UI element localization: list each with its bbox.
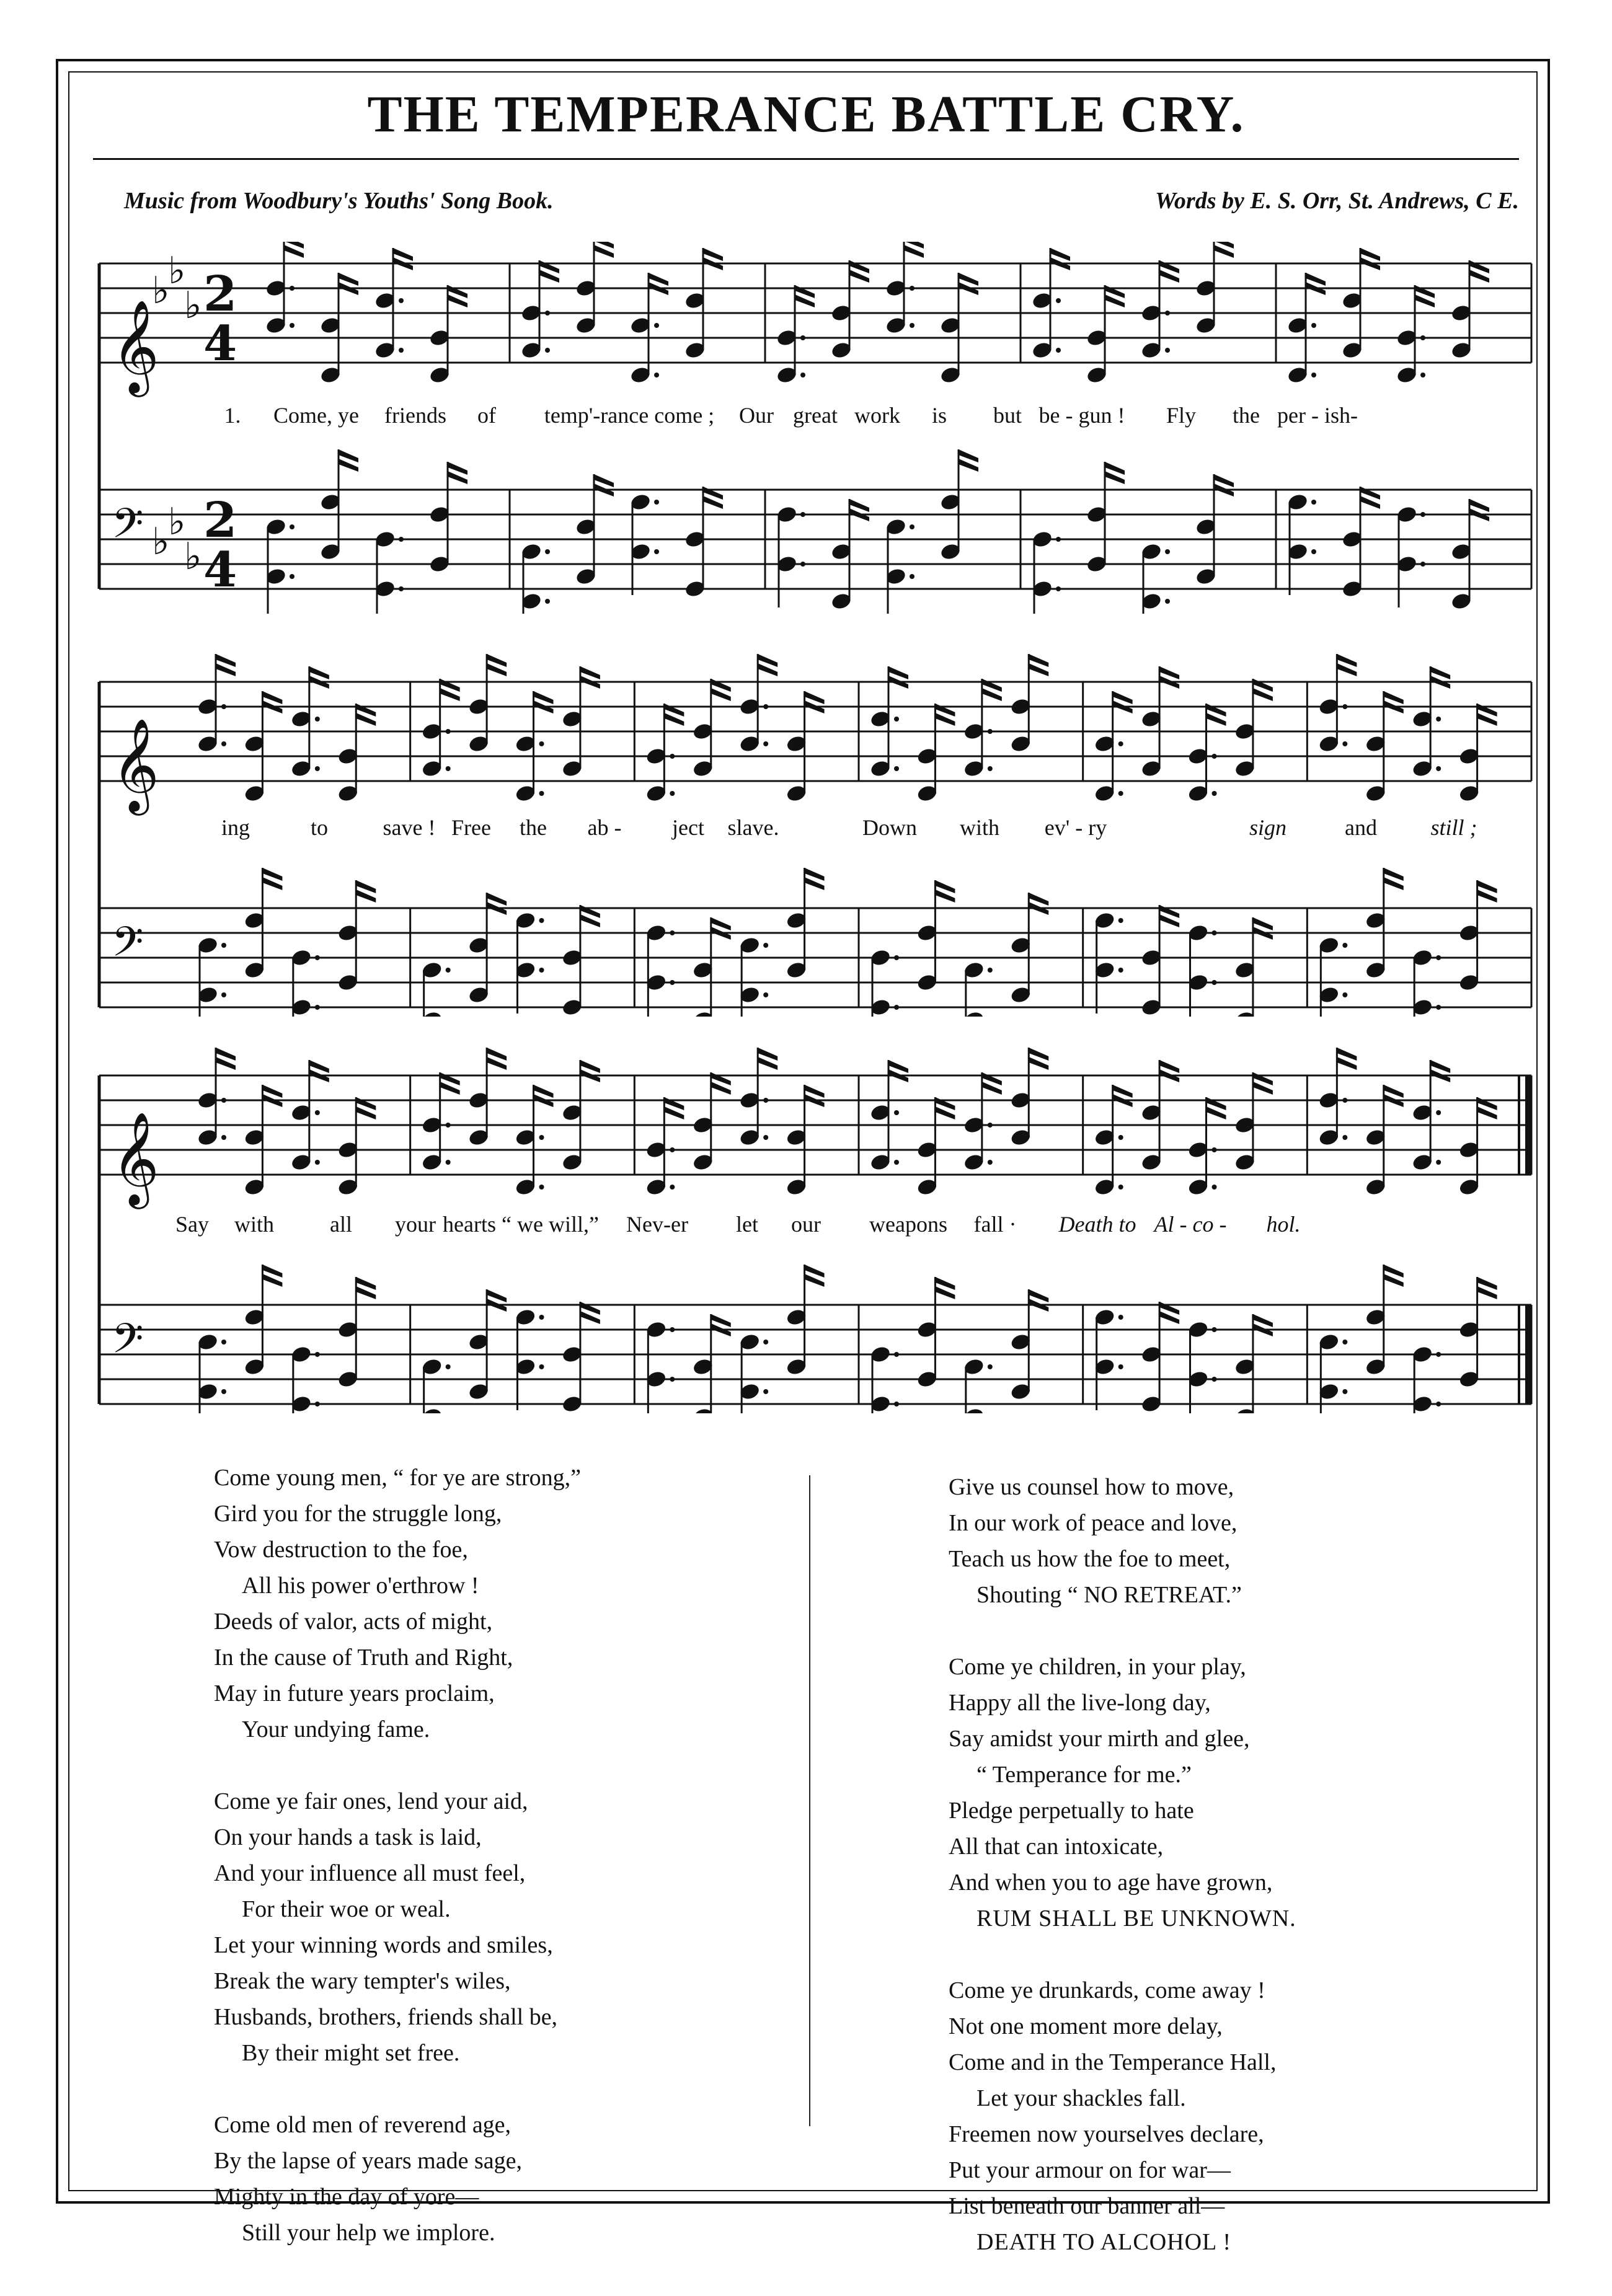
- verse-number: 1.: [224, 403, 241, 428]
- note-dot: [894, 1005, 899, 1010]
- verse-line: Happy all the live-long day,: [949, 1690, 1211, 1716]
- note-dot: [539, 918, 544, 923]
- lyric-syllable: save !: [383, 815, 436, 840]
- note-dot: [539, 1135, 544, 1140]
- bass-clef: 𝄢: [112, 918, 144, 976]
- note-dot: [1342, 943, 1347, 948]
- verse-line: Pledge perpetually to hate: [949, 1798, 1194, 1824]
- note-dot: [290, 574, 294, 579]
- note-dot: [910, 286, 914, 291]
- lyric-syllable: Say: [175, 1212, 209, 1237]
- note-dot: [894, 1352, 899, 1357]
- note-dot: [1342, 1135, 1347, 1140]
- lyrics-line-2: [93, 812, 1538, 843]
- lyric-syllable: hol.: [1266, 1212, 1301, 1237]
- note-dot: [1165, 549, 1170, 554]
- verse-line: Gird you for the struggle long,: [214, 1501, 502, 1527]
- music-system-3: [93, 1029, 1538, 1413]
- lyric-syllable: Al - co -: [1154, 1212, 1227, 1237]
- note-dot: [1118, 1185, 1123, 1190]
- note-dot: [654, 373, 659, 378]
- lyric-syllable: sign: [1249, 815, 1287, 840]
- verse-line: For their woe or weal.: [242, 1896, 451, 1922]
- verse-line: Husbands, brothers, friends shall be,: [214, 2004, 558, 2030]
- verse-line: Let your winning words and smiles,: [214, 1932, 553, 1958]
- note-dot: [654, 500, 659, 505]
- flat-sign: ♭: [184, 535, 202, 578]
- note-dot: [763, 1098, 768, 1103]
- verse-line: Give us counsel how to move,: [949, 1474, 1234, 1500]
- time-signature: 2: [203, 266, 237, 322]
- note-dot: [670, 1185, 675, 1190]
- note-dot: [800, 373, 805, 378]
- note-dot: [1212, 791, 1217, 796]
- note-dot: [988, 766, 993, 771]
- lyric-syllable: temp'-rance come ;: [544, 403, 715, 428]
- lyric-syllable: Come, ye: [273, 403, 359, 428]
- note-dot: [290, 286, 294, 291]
- treble-clef: 𝄞: [112, 1111, 159, 1205]
- note-dot: [910, 323, 914, 328]
- verse-line: Mighty in the day of yore—: [214, 2184, 479, 2210]
- lyric-syllable: fall ·: [973, 1212, 1017, 1237]
- note-dot: [1212, 980, 1217, 985]
- title-rule: [93, 158, 1519, 160]
- words-credit: Words by E. S. Orr, St. Andrews, C E.: [1154, 188, 1519, 214]
- note-dot: [221, 1340, 226, 1344]
- verse-line: Vow destruction to the foe,: [214, 1537, 468, 1563]
- lyric-syllable: work: [854, 403, 900, 428]
- note-dot: [988, 1123, 993, 1128]
- verse-line: In our work of peace and love,: [949, 1510, 1238, 1536]
- verse-stanza: [214, 1460, 581, 1747]
- note-dot: [545, 599, 550, 604]
- verse-line: Your undying fame.: [242, 1716, 430, 1742]
- note-dot: [539, 1185, 544, 1190]
- note-dot: [1212, 1147, 1217, 1152]
- note-dot: [654, 323, 659, 328]
- note-dot: [545, 311, 550, 316]
- note-dot: [1165, 599, 1170, 604]
- note-dot: [800, 335, 805, 340]
- note-dot: [800, 512, 805, 517]
- verse-line: Put your armour on for war—: [949, 2157, 1231, 2183]
- note-dot: [290, 524, 294, 529]
- lyric-syllable: your: [395, 1212, 436, 1237]
- column-divider: [809, 1475, 810, 2126]
- lyric-syllable: to: [310, 815, 329, 840]
- note-dot: [670, 754, 675, 759]
- note-dot: [1436, 1110, 1441, 1115]
- note-dot: [894, 1160, 899, 1165]
- lyric-syllable: hearts “ we will,”: [443, 1212, 599, 1237]
- verse-line: Come ye children, in your play,: [949, 1654, 1246, 1680]
- note-dot: [1420, 335, 1425, 340]
- note-dot: [1342, 1340, 1347, 1344]
- note-dot: [1056, 348, 1061, 353]
- lyric-syllable: Nev-er: [626, 1212, 688, 1237]
- lyric-syllable: and: [1345, 815, 1377, 840]
- lyric-syllable: ab -: [587, 815, 622, 840]
- verses-left-column: [214, 1460, 581, 2287]
- verse-line: By the lapse of years made sage,: [214, 2148, 522, 2174]
- note-dot: [1436, 1160, 1441, 1165]
- note-dot: [399, 586, 404, 591]
- bass-clef: 𝄢: [112, 1315, 144, 1372]
- lyric-syllable: but: [993, 403, 1022, 428]
- note-dot: [1436, 717, 1441, 722]
- note-dot: [763, 992, 768, 997]
- verse-line: Shouting “ NO RETREAT.”: [976, 1582, 1242, 1608]
- verse-line: Not one moment more delay,: [949, 2013, 1223, 2039]
- note-dot: [1212, 1185, 1217, 1190]
- note-dot: [763, 741, 768, 746]
- lyric-syllable: Our: [739, 403, 774, 428]
- lyrics-line-1: [93, 400, 1538, 431]
- verse-line: Come and in the Temperance Hall,: [949, 2049, 1277, 2075]
- note-dot: [221, 741, 226, 746]
- note-dot: [221, 1389, 226, 1394]
- lyric-syllable: the: [520, 815, 547, 840]
- verse-line: May in future years proclaim,: [214, 1680, 495, 1707]
- treble-clef: 𝄞: [112, 717, 159, 811]
- lyric-syllable: still ;: [1430, 815, 1477, 840]
- time-signature: 2: [203, 492, 237, 549]
- note-dot: [1311, 549, 1316, 554]
- note-dot: [763, 1389, 768, 1394]
- note-dot: [1420, 512, 1425, 517]
- verse-line: All that can intoxicate,: [949, 1834, 1164, 1860]
- note-dot: [539, 1364, 544, 1369]
- lyric-syllable: Fly: [1166, 403, 1197, 428]
- note-dot: [545, 348, 550, 353]
- note-dot: [315, 1005, 320, 1010]
- note-dot: [1118, 741, 1123, 746]
- note-dot: [399, 348, 404, 353]
- flat-sign: ♭: [152, 269, 170, 312]
- flat-sign: ♭: [168, 500, 186, 544]
- verse-line: Come ye drunkards, come away !: [949, 1977, 1265, 2003]
- note-dot: [988, 1160, 993, 1165]
- lyric-syllable: ject: [672, 815, 704, 840]
- note-dot: [670, 1327, 675, 1332]
- note-dot: [1342, 992, 1347, 997]
- note-dot: [315, 1160, 320, 1165]
- time-signature: 4: [203, 316, 237, 372]
- verse-stanza: [949, 1469, 1296, 1613]
- note-dot: [446, 1160, 451, 1165]
- note-dot: [1212, 930, 1217, 935]
- verse-line: Still your help we implore.: [242, 2220, 495, 2246]
- note-dot: [670, 1377, 675, 1382]
- treble-clef: 𝄞: [112, 299, 159, 393]
- flat-sign: ♭: [168, 249, 186, 293]
- note-dot: [1342, 1389, 1347, 1394]
- verse-line: Come ye fair ones, lend your aid,: [214, 1788, 528, 1814]
- verse-line: And your influence all must feel,: [214, 1860, 526, 1886]
- lyric-syllable: with: [234, 1212, 275, 1237]
- verse-stanza: [214, 1783, 581, 2071]
- verse-line: Come old men of reverend age,: [214, 2112, 512, 2138]
- note-dot: [221, 992, 226, 997]
- note-dot: [800, 562, 805, 567]
- verse-line: Teach us how the foe to meet,: [949, 1546, 1231, 1572]
- music-system-2: [93, 626, 1538, 1017]
- song-title: THE TEMPERANCE BATTLE CRY.: [367, 86, 1245, 143]
- bass-clef: 𝄢: [112, 500, 144, 557]
- note-dot: [446, 766, 451, 771]
- note-dot: [1212, 1377, 1217, 1382]
- note-dot: [654, 549, 659, 554]
- verse-line: Say amidst your mirth and glee,: [949, 1726, 1250, 1752]
- note-dot: [1212, 754, 1217, 759]
- note-dot: [221, 943, 226, 948]
- note-dot: [1118, 1135, 1123, 1140]
- note-dot: [763, 704, 768, 709]
- verse-stanza: [949, 1649, 1296, 1936]
- note-dot: [1436, 766, 1441, 771]
- lyric-syllable: let: [736, 1212, 758, 1237]
- note-dot: [910, 524, 914, 529]
- note-dot: [1342, 741, 1347, 746]
- lyric-syllable: is: [931, 403, 947, 428]
- verse-line: DEATH TO ALCOHOL !: [976, 2229, 1232, 2255]
- lyric-syllable: ing: [221, 815, 250, 840]
- note-dot: [315, 717, 320, 722]
- verse-line: By their might set free.: [242, 2040, 460, 2066]
- note-dot: [290, 323, 294, 328]
- verse-line: Come young men, “ for ye are strong,”: [214, 1465, 581, 1491]
- music-system-1: [93, 242, 1538, 614]
- verse-line: And when you to age have grown,: [949, 1870, 1273, 1896]
- time-signature: 4: [203, 542, 237, 598]
- note-dot: [670, 791, 675, 796]
- note-dot: [315, 766, 320, 771]
- lyric-syllable: with: [959, 815, 1000, 840]
- lyric-syllable: slave.: [727, 815, 779, 840]
- lyric-syllable: our: [791, 1212, 821, 1237]
- note-dot: [763, 1135, 768, 1140]
- flat-sign: ♭: [184, 284, 202, 327]
- verse-line: On your hands a task is laid,: [214, 1824, 482, 1850]
- note-dot: [1165, 311, 1170, 316]
- note-dot: [1342, 704, 1347, 709]
- note-dot: [539, 968, 544, 973]
- note-dot: [1420, 562, 1425, 567]
- note-dot: [446, 1123, 451, 1128]
- verse-stanza: [949, 1972, 1296, 2260]
- verse-line: “ Temperance for me.”: [976, 1762, 1192, 1788]
- note-dot: [763, 943, 768, 948]
- lyric-syllable: of: [477, 403, 496, 428]
- note-dot: [988, 1364, 993, 1369]
- note-dot: [315, 1110, 320, 1115]
- note-dot: [910, 574, 914, 579]
- lyrics-line-3: [93, 1209, 1538, 1240]
- lyric-syllable: friends: [384, 403, 446, 428]
- note-dot: [315, 955, 320, 960]
- note-dot: [446, 1364, 451, 1369]
- note-dot: [670, 930, 675, 935]
- note-dot: [1342, 1098, 1347, 1103]
- note-dot: [1056, 586, 1061, 591]
- note-dot: [315, 1402, 320, 1406]
- note-dot: [1118, 1364, 1123, 1369]
- verse-line: In the cause of Truth and Right,: [214, 1645, 513, 1671]
- note-dot: [221, 704, 226, 709]
- note-dot: [1118, 791, 1123, 796]
- note-dot: [399, 537, 404, 542]
- lyric-syllable: Free: [451, 815, 491, 840]
- lyric-syllable: per - ish-: [1277, 403, 1358, 428]
- note-dot: [399, 298, 404, 303]
- lyric-syllable: be - gun !: [1038, 403, 1125, 428]
- lyric-syllable: Down: [862, 815, 917, 840]
- verse-line: RUM SHALL BE UNKNOWN.: [976, 1905, 1296, 1932]
- note-dot: [1311, 373, 1316, 378]
- note-dot: [446, 729, 451, 734]
- note-dot: [539, 741, 544, 746]
- note-dot: [545, 549, 550, 554]
- note-dot: [1056, 298, 1061, 303]
- note-dot: [670, 1147, 675, 1152]
- flat-sign: ♭: [152, 520, 170, 563]
- note-dot: [1118, 968, 1123, 973]
- lyric-syllable: all: [330, 1212, 352, 1237]
- note-dot: [1056, 537, 1061, 542]
- verses-right-column: [949, 1469, 1296, 2296]
- note-dot: [670, 980, 675, 985]
- note-dot: [1118, 918, 1123, 923]
- note-dot: [539, 1315, 544, 1320]
- lyric-syllable: great: [793, 403, 838, 428]
- note-dot: [894, 1110, 899, 1115]
- note-dot: [988, 968, 993, 973]
- verse-line: Deeds of valor, acts of might,: [214, 1609, 493, 1635]
- verse-line: List beneath our banner all—: [949, 2193, 1225, 2219]
- note-dot: [1436, 1005, 1441, 1010]
- note-dot: [1436, 955, 1441, 960]
- note-dot: [894, 1402, 899, 1406]
- verse-line: Freemen now yourselves declare,: [949, 2121, 1264, 2147]
- lyric-syllable: weapons: [869, 1212, 947, 1237]
- note-dot: [1311, 323, 1316, 328]
- lyric-syllable: ev' - ry: [1044, 815, 1107, 840]
- lyric-syllable: the: [1233, 403, 1260, 428]
- note-dot: [1212, 1327, 1217, 1332]
- note-dot: [988, 729, 993, 734]
- note-dot: [1165, 348, 1170, 353]
- note-dot: [221, 1098, 226, 1103]
- note-dot: [221, 1135, 226, 1140]
- note-dot: [446, 968, 451, 973]
- note-dot: [894, 766, 899, 771]
- note-dot: [315, 1352, 320, 1357]
- music-credit: Music from Woodbury's Youths' Song Book.: [124, 188, 554, 214]
- note-dot: [1118, 1315, 1123, 1320]
- note-dot: [1436, 1402, 1441, 1406]
- note-dot: [1436, 1352, 1441, 1357]
- note-dot: [1311, 500, 1316, 505]
- note-dot: [894, 717, 899, 722]
- verse-stanza: [214, 2107, 581, 2251]
- note-dot: [763, 1340, 768, 1344]
- verse-line: Break the wary tempter's wiles,: [214, 1968, 511, 1994]
- verse-line: Let your shackles fall.: [976, 2085, 1186, 2111]
- note-dot: [539, 791, 544, 796]
- lyric-syllable: Death to: [1058, 1212, 1136, 1237]
- verse-line: All his power o'erthrow !: [242, 1573, 479, 1599]
- note-dot: [1420, 373, 1425, 378]
- note-dot: [894, 955, 899, 960]
